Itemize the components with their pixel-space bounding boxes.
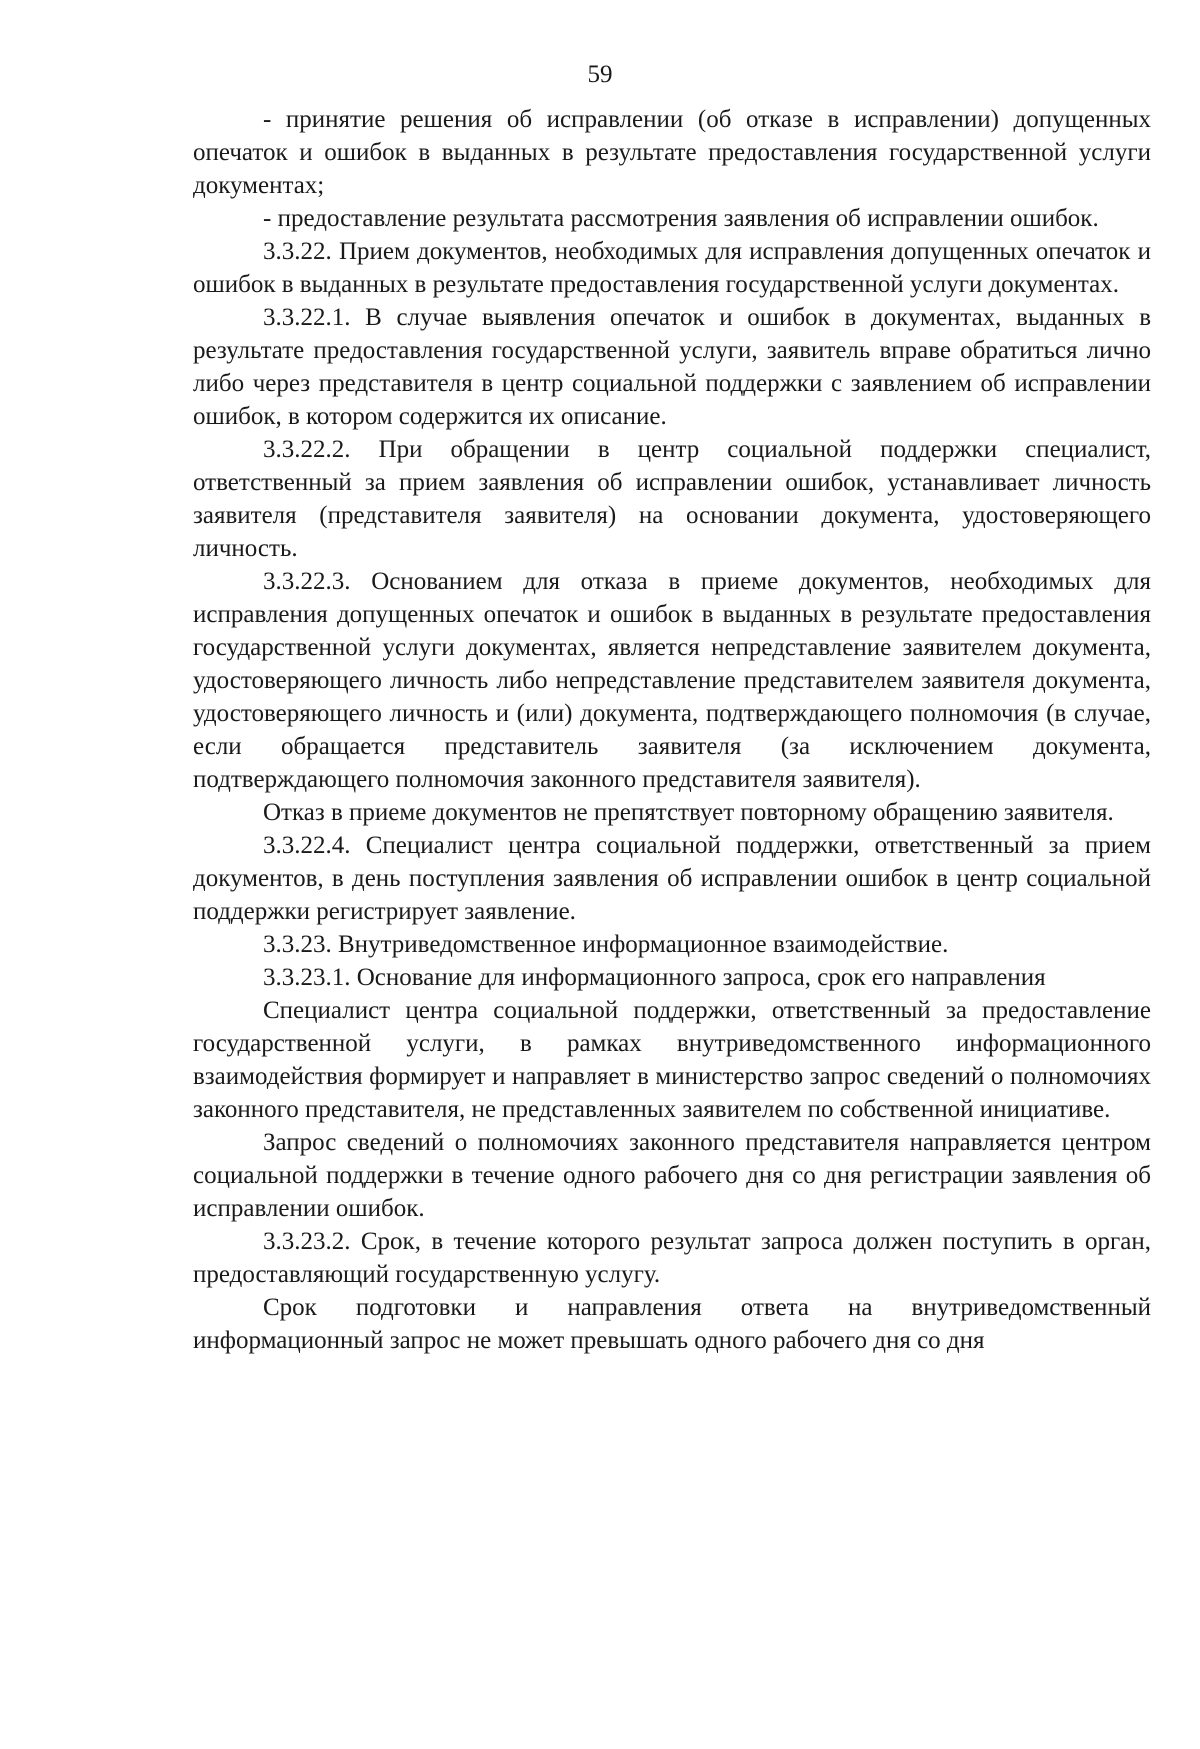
paragraph-request-deadline: Запрос сведений о полномочиях законного представителя направляется центром социальной поддержки в течение одного рабочего дня со дня регистрации заявления об исправлении ошибок. bbox=[193, 1129, 1151, 1222]
paragraph-response-term: Срок подготовки и направления ответа на внутриведомственный информационный запрос не может превышать одного рабочего дня со дня bbox=[193, 1294, 1151, 1354]
paragraph-3-3-22-2: 3.3.22.2. При обращении в центр социальной поддержки специалист, ответственный за прием заявления об исправлении ошибок, устанавливает личность заявителя (представителя заявителя) на основании документа, удостоверяющего личность. bbox=[193, 436, 1151, 562]
paragraph-refusal-note: Отказ в приеме документов не препятствует повторному обращению заявителя. bbox=[263, 799, 1114, 826]
paragraph-result-provision: - предоставление результата рассмотрения заявления об исправлении ошибок. bbox=[263, 205, 1099, 232]
paragraph-3-3-23-2: 3.3.23.2. Срок, в течение которого результат запроса должен поступить в орган, предоставляющий государственную услугу. bbox=[193, 1228, 1151, 1288]
document-body bbox=[193, 103, 1151, 1357]
page-number: 59 bbox=[587, 61, 613, 88]
paragraph-3-3-22-3: 3.3.22.3. Основанием для отказа в приеме документов, необходимых для исправления допущенных опечаток и ошибок в выданных в результате предоставления государственной услуги документах, является непредставление заявителем документа, удостоверяющего личность либо непредставление представителем заявителя документа, удостоверяющего личность и (или) документа, подтверждающего полномочия (в случае, если обращается представитель заявителя (за исключением документа, подтверждающего полномочия законного представителя заявителя). bbox=[193, 568, 1151, 793]
paragraph-3-3-22-1: 3.3.22.1. В случае выявления опечаток и ошибок в документах, выданных в результате предоставления государственной услуги, заявитель вправе обратиться лично либо через представителя в центр социальной поддержки с заявлением об исправлении ошибок, в котором содержится их описание. bbox=[193, 304, 1151, 430]
paragraph-3-3-22-4: 3.3.22.4. Специалист центра социальной поддержки, ответственный за прием документов, в день поступления заявления об исправлении ошибок в центр социальной поддержки регистрирует заявление. bbox=[193, 832, 1151, 925]
paragraph-decision-on-correction: - принятие решения об исправлении (об отказе в исправлении) допущенных опечаток и ошибок в выданных в результате предоставления государственной услуги документах; bbox=[193, 106, 1151, 199]
paragraph-3-3-22: 3.3.22. Прием документов, необходимых для исправления допущенных опечаток и ошибок в выданных в результате предоставления государственной услуги документах. bbox=[193, 238, 1151, 298]
paragraph-3-3-23-1: 3.3.23.1. Основание для информационного запроса, срок его направления bbox=[263, 964, 1046, 991]
paragraph-specialist-request: Специалист центра социальной поддержки, ответственный за предоставление государственной услуги, в рамках внутриведомственного информационного взаимодействия формирует и направляет в министерство запрос сведений о полномочиях законного представителя, не представленных заявителем по собственной инициативе. bbox=[193, 997, 1151, 1123]
paragraph-3-3-23: 3.3.23. Внутриведомственное информационное взаимодействие. bbox=[263, 931, 949, 958]
